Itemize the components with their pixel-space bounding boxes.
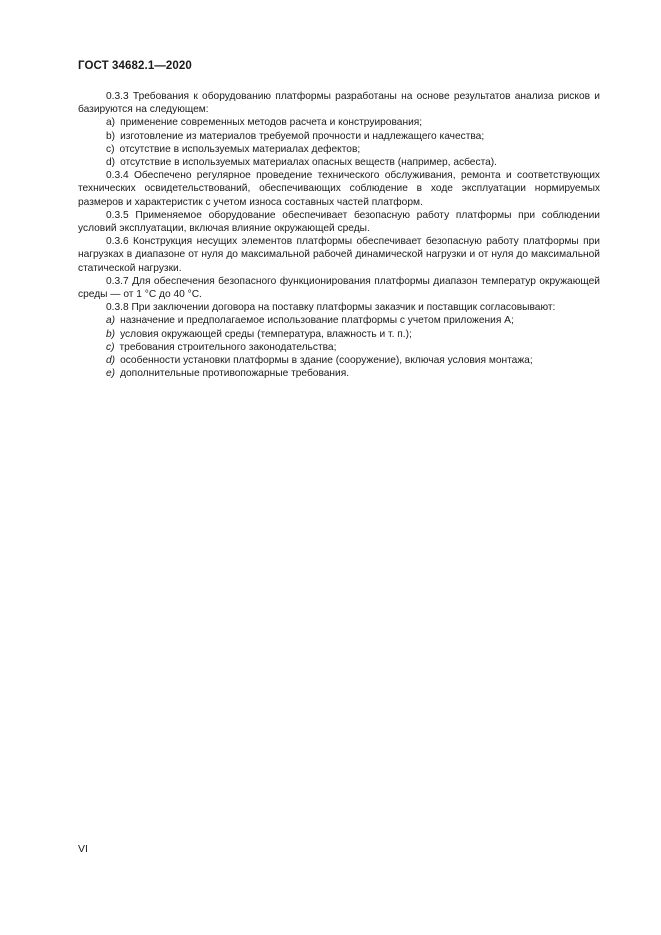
list-item-text: условия окружающей среды (температура, влажность и т. п.); — [120, 328, 412, 340]
paragraph-0-3-5: 0.3.5 Применяемое оборудование обеспечивает безопасную работу платформы при соблюдении условий эксплуатации, включая влияние окружающей среды. — [78, 209, 600, 235]
list-item — [78, 314, 600, 327]
list-item — [78, 354, 600, 367]
document-body — [78, 90, 600, 380]
list-marker: b) — [106, 328, 116, 340]
list-item — [78, 341, 600, 354]
list-item-text: требования строительного законодательства; — [119, 341, 337, 353]
list-marker: e) — [106, 368, 116, 380]
list-item — [78, 143, 600, 156]
list-item — [78, 367, 600, 380]
list-marker: b) — [106, 130, 116, 142]
list-item-text: дополнительные противопожарные требования. — [120, 368, 350, 380]
list-item-text: применение современных методов расчета и конструирования; — [120, 117, 423, 129]
list-marker: a) — [106, 117, 116, 129]
paragraph-0-3-8: 0.3.8 При заключении договора на поставку платформы заказчик и поставщик согласовывают: — [106, 302, 556, 314]
list-marker: c) — [106, 341, 115, 353]
paragraph-0-3-7: 0.3.7 Для обеспечения безопасного функционирования платформы диапазон температур окружающей среды — от 1 °С до 40 °С. — [78, 275, 600, 301]
list-marker: d) — [106, 355, 116, 367]
list-item-text: изготовление из материалов требуемой прочности и надлежащего качества; — [120, 130, 485, 142]
paragraph-0-3-4: 0.3.4 Обеспечено регулярное проведение технического обслуживания, ремонта и соответствующих технических освидетельствований, обеспечивающих соблюдение в ходе эксплуатации нормируемых размеров и характеристик с учетом износа составных частей платформ. — [78, 170, 600, 208]
document-header: ГОСТ 34682.1—2020 — [78, 60, 192, 72]
paragraph-0-3-3: 0.3.3 Требования к оборудованию платформы разработаны на основе результатов анализа рисков и базируются на следующем: — [78, 91, 600, 116]
list-item-text: отсутствие в используемых материалах дефектов; — [119, 143, 361, 155]
page-number: VI — [78, 843, 88, 855]
list-item-text: особенности установки платформы в здание (сооружение), включая условия монтажа; — [120, 355, 533, 367]
list-marker: d) — [106, 157, 116, 169]
list-item-text: назначение и предполагаемое использование платформы с учетом приложения А; — [120, 315, 514, 327]
paragraph-0-3-6: 0.3.6 Конструкция несущих элементов платформы обеспечивает безопасную работу платформы при нагрузках в диапазоне от нуля до максимальной рабочей динамической нагрузки и от нуля до максимальной статической нагрузки. — [78, 236, 600, 274]
list-marker: c) — [106, 143, 115, 155]
list-item — [78, 328, 600, 341]
list-item — [78, 116, 600, 129]
list-marker: a) — [106, 315, 116, 327]
list-item-text: отсутствие в используемых материалах опасных веществ (например, асбеста). — [120, 157, 498, 169]
list-item — [78, 156, 600, 169]
list-item — [78, 130, 600, 143]
